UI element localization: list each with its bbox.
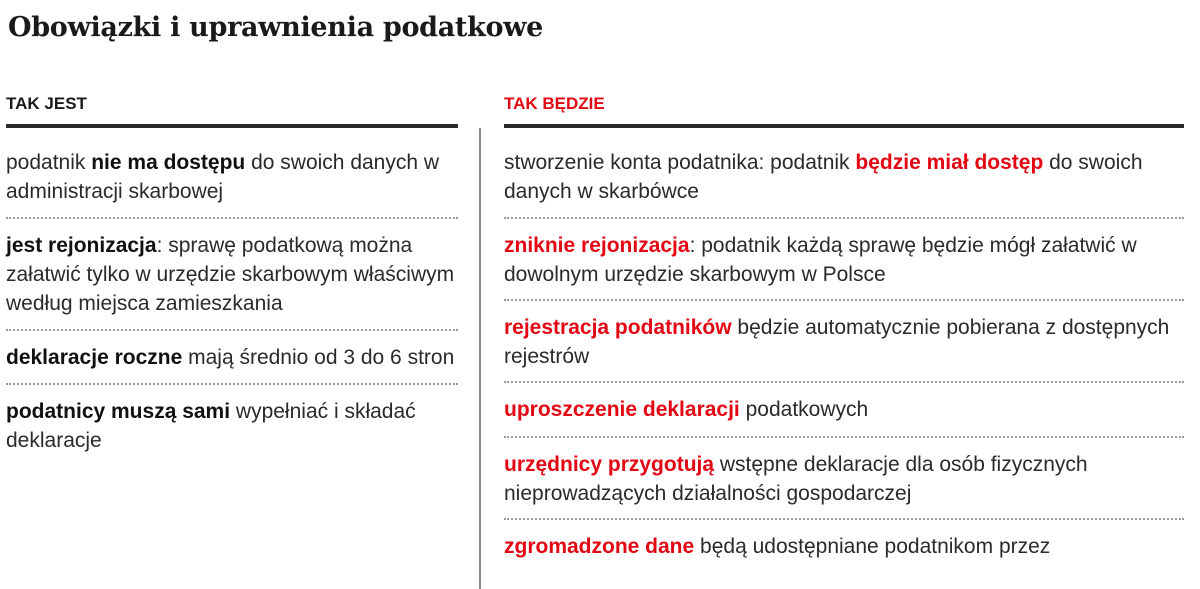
item-highlight: zgromadzone dane: [504, 535, 695, 558]
page-title: Obowiązki i uprawnienia podatkowe: [8, 12, 544, 43]
item-text-after: : podatnik każdą sprawę będzie mógł załatwić w dowolnym urzędzie skarbowym w Polsce: [504, 234, 1137, 286]
future-list: [504, 128, 1184, 572]
list-item: [504, 383, 1184, 438]
item-highlight: podatnicy muszą sami: [6, 400, 231, 423]
item-highlight: deklaracje roczne: [6, 346, 183, 369]
item-highlight: jest rejonizacja: [6, 234, 157, 257]
item-text-after: podatkowych: [739, 398, 869, 421]
item-text-after: będą udostępniane podatnikom przez: [694, 535, 1051, 558]
column-header-current: TAK JEST: [6, 92, 458, 128]
list-item: [6, 219, 458, 331]
column-divider: [479, 128, 481, 589]
item-text-after: : sprawę podatkową można załatwić tylko w urzędzie skarbowym właściwym według miejsca zamieszkania: [6, 234, 455, 315]
item-highlight: nie ma dostępu: [91, 151, 246, 174]
item-text-after: będzie automatycznie pobierana z dostępnych rejestrów: [504, 316, 1170, 368]
list-item: [6, 331, 458, 385]
current-list: [6, 128, 458, 466]
item-highlight: urzędnicy przygotują: [504, 453, 715, 476]
column-future: [504, 92, 1184, 572]
list-item: [504, 438, 1184, 520]
item-text-after: do swoich danych w skarbówce: [504, 151, 1143, 203]
item-text-after: do swoich danych w administracji skarbowej: [6, 151, 440, 203]
item-highlight: będzie miał dostęp: [855, 151, 1044, 174]
column-current: [6, 92, 458, 466]
item-text-after: wstępne deklaracje dla osób fizycznych nieprowadzących działalności gospodarczej: [504, 453, 1088, 505]
list-item: [504, 520, 1184, 572]
item-text-before: podatnik: [6, 151, 92, 174]
list-item: [6, 128, 458, 219]
item-text-before: stworzenie konta podatnika: podatnik: [504, 151, 856, 174]
item-highlight: rejestracja podatników: [504, 316, 732, 339]
column-header-future: TAK BĘDZIE: [504, 92, 1184, 128]
list-item: [504, 128, 1184, 219]
list-item: [6, 385, 458, 466]
list-item: [504, 219, 1184, 301]
item-highlight: zniknie rejonizacja: [504, 234, 690, 257]
item-text-after: mają średnio od 3 do 6 stron: [182, 346, 455, 369]
item-highlight: uproszczenie deklaracji: [504, 398, 740, 421]
item-text-after: wypełniać i składać deklaracje: [6, 400, 416, 452]
list-item: [504, 301, 1184, 383]
